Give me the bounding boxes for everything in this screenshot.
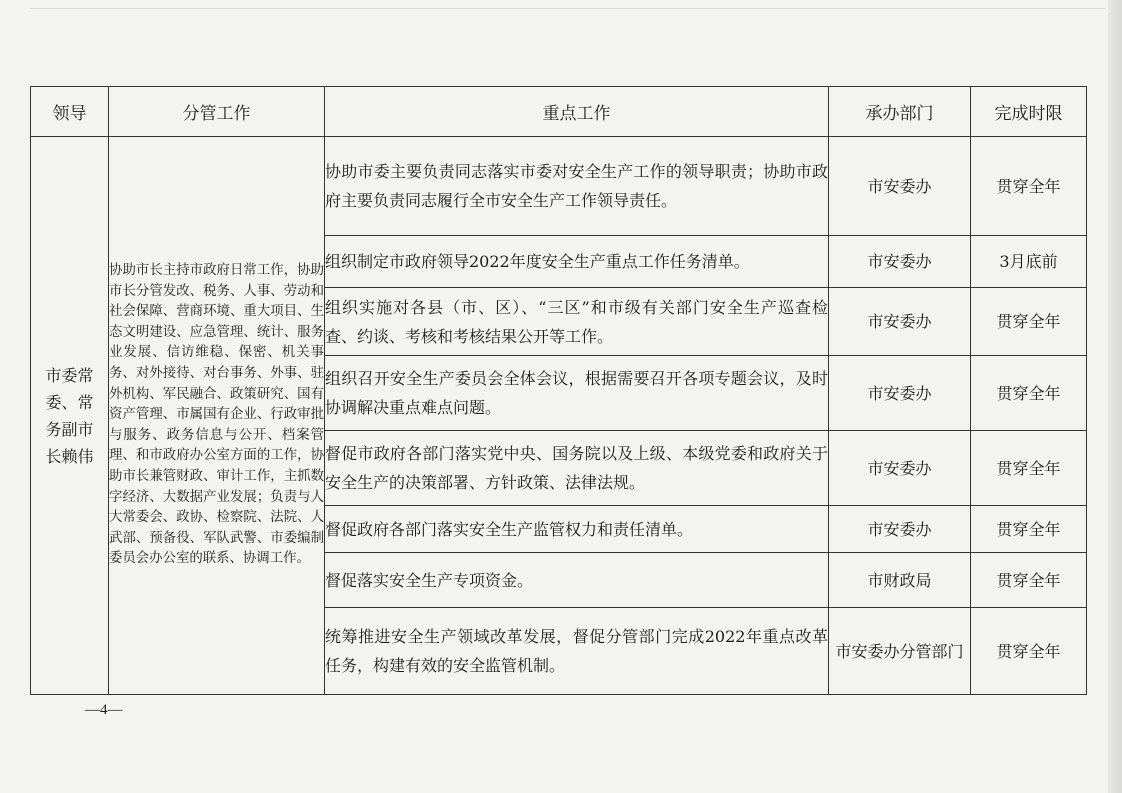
page-edge bbox=[1108, 0, 1122, 793]
leader-name: 市委常委、常务副市长赖伟 bbox=[45, 365, 94, 466]
header-task: 重点工作 bbox=[325, 87, 829, 137]
dept-cell: 市安委办 bbox=[829, 137, 971, 236]
dept-cell: 市安委办 bbox=[829, 236, 971, 288]
dept-cell: 市安委办 bbox=[829, 356, 971, 431]
task-cell: 协助市委主要负责同志落实市委对安全生产工作的领导职责；协助市政府主要负责同志履行全市安全生产工作领导责任。 bbox=[325, 137, 829, 236]
deadline-cell: 贯穿全年 bbox=[971, 553, 1087, 608]
task-cell: 组织实施对各县（市、区）、“三区”和市级有关部门安全生产巡查检查、约谈、考核和考核结果公开等工作。 bbox=[325, 288, 829, 356]
header-dept: 承办部门 bbox=[829, 87, 971, 137]
dept-cell: 市安委办 bbox=[829, 506, 971, 553]
top-rule bbox=[30, 8, 1105, 9]
deadline-cell: 贯穿全年 bbox=[971, 608, 1087, 695]
leader-cell bbox=[31, 137, 109, 695]
header-row bbox=[31, 87, 1087, 137]
task-cell: 统筹推进安全生产领域改革发展，督促分管部门完成2022年重点改革任务，构建有效的安全监管机制。 bbox=[325, 608, 829, 695]
dept-cell: 市安委办 bbox=[829, 431, 971, 506]
work-table bbox=[30, 86, 1087, 695]
deadline-cell: 贯穿全年 bbox=[971, 356, 1087, 431]
table-row bbox=[31, 137, 1087, 236]
deadline-cell: 贯穿全年 bbox=[971, 431, 1087, 506]
task-cell: 督促市政府各部门落实党中央、国务院以及上级、本级党委和政府关于安全生产的决策部署、方针政策、法律法规。 bbox=[325, 431, 829, 506]
scope-cell: 协助市长主持市政府日常工作，协助市长分管发改、税务、人事、劳动和社会保障、营商环境、重大项目、生态文明建设、应急管理、统计、服务业发展、信访维稳、保密、机关事务、对外接待、对台事务、外事、驻外机构、军民融合、政策研究、国有资产管理、市属国有企业、行政审批与服务、政务信息与公开、档案管理、和市政府办公室方面的工作，协助市长兼管财政、审计工作，主抓数字经济、大数据产业发展；负责与人大常委会、政协、检察院、法院、人武部、预备役、军队武警、市委编制委员会办公室的联系、协调工作。 bbox=[109, 137, 325, 695]
page-number: —4— bbox=[85, 702, 123, 718]
dept-cell: 市安委办分管部门 bbox=[829, 608, 971, 695]
task-cell: 督促落实安全生产专项资金。 bbox=[325, 553, 829, 608]
dept-cell: 市财政局 bbox=[829, 553, 971, 608]
deadline-cell: 3月底前 bbox=[971, 236, 1087, 288]
deadline-cell: 贯穿全年 bbox=[971, 137, 1087, 236]
dept-cell: 市安委办 bbox=[829, 288, 971, 356]
header-deadline: 完成时限 bbox=[971, 87, 1087, 137]
task-cell: 督促政府各部门落实安全生产监管权力和责任清单。 bbox=[325, 506, 829, 553]
task-cell: 组织制定市政府领导2022年度安全生产重点工作任务清单。 bbox=[325, 236, 829, 288]
task-cell: 组织召开安全生产委员会全体会议，根据需要召开各项专题会议，及时协调解决重点难点问题。 bbox=[325, 356, 829, 431]
deadline-cell: 贯穿全年 bbox=[971, 288, 1087, 356]
deadline-cell: 贯穿全年 bbox=[971, 506, 1087, 553]
header-leader: 领导 bbox=[31, 87, 109, 137]
header-scope: 分管工作 bbox=[109, 87, 325, 137]
